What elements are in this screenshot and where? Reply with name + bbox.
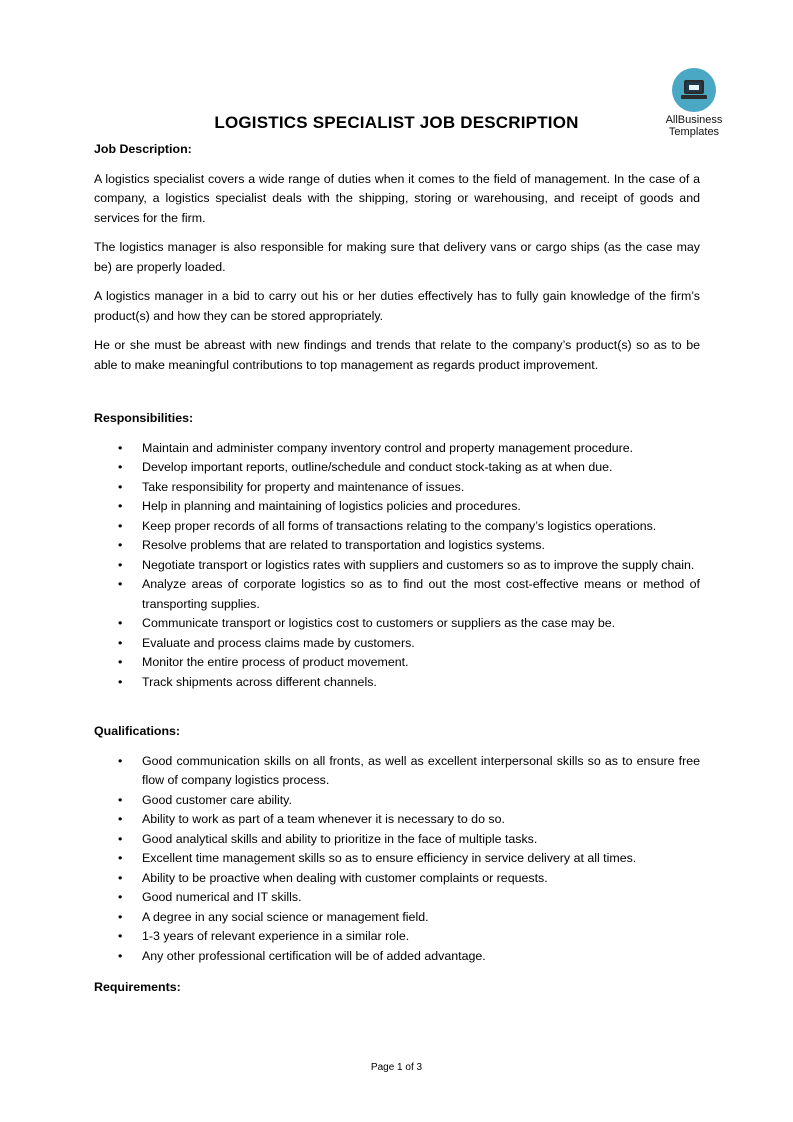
laptop-icon [672,68,716,112]
bullet-icon: • [118,674,123,689]
list-item [94,497,700,517]
bullet-icon: • [118,616,123,630]
responsibilities-list [94,439,700,693]
list-item-text: Take responsibility for property and maintenance of issues. [142,479,465,494]
bullet-icon: • [118,753,123,768]
bullet-icon: • [118,635,123,650]
list-item [94,673,700,693]
list-item-text: Good analytical skills and ability to prioritize in the face of multiple tasks. [142,831,538,846]
list-item-text: Good customer care ability. [142,792,292,807]
list-item [94,869,700,889]
bullet-icon: • [118,577,123,591]
list-item [94,810,700,830]
bullet-icon: • [118,479,123,494]
list-item-text: Negotiate transport or logistics rates with suppliers and customers so as to improve the supply chain. [142,557,695,572]
bullet-icon: • [118,655,123,669]
list-item [94,439,700,459]
bullet-icon: • [118,948,123,963]
bullet-icon: • [118,929,123,943]
job-description-paragraph: A logistics manager in a bid to carry out his or her duties effectively has to fully gain knowledge of the firm’s product(s) and how they can be stored appropriately. [94,289,700,323]
bullet-icon: • [118,812,123,826]
list-item [94,849,700,869]
list-item-text: Track shipments across different channels. [142,674,377,689]
list-item-text: Any other professional certification will be of added advantage. [142,948,486,963]
list-item [94,634,700,654]
bullet-icon: • [118,831,123,846]
job-description-paragraph: He or she must be abreast with new findings and trends that relate to the company’s product(s) so as to be able to make meaningful contributions to top management as regards product improvement. [94,338,700,372]
list-item [94,947,700,967]
logo-line-1: AllBusiness [665,114,723,126]
list-item [94,517,700,537]
bullet-icon: • [118,538,123,552]
bullet-icon: • [118,909,123,924]
bullet-icon: • [118,499,123,513]
list-item-text: 1-3 years of relevant experience in a similar role. [142,929,410,943]
bullet-icon: • [118,851,123,865]
list-item [94,908,700,928]
list-item-text: Maintain and administer company inventory control and property management procedure. [142,440,634,455]
bullet-icon: • [118,890,123,904]
responsibilities-heading: Responsibilities: [94,411,194,425]
list-item-text: Evaluate and process claims made by customers. [142,635,415,650]
job-description-paragraph: A logistics specialist covers a wide range of duties when it comes to the field of management. In the case of a company, a logistics specialist deals with the shipping, storing or warehousing, and receipt of goods and services for the firm. [94,171,700,225]
list-item [94,536,700,556]
requirements-heading: Requirements: [94,980,181,994]
list-item-text: Monitor the entire process of product movement. [142,655,409,669]
list-item-text: Good communication skills on all fronts, as well as excellent interpersonal skills so as to ensure free flow of company logistics process. [142,753,700,787]
bullet-icon: • [118,792,123,807]
list-item [94,927,700,947]
list-item-text: Keep proper records of all forms of transactions relating to the company’s logistics operations. [142,518,657,533]
list-item-text: Excellent time management skills so as to ensure efficiency in service delivery at all times. [142,851,637,865]
list-item-text: Develop important reports, outline/schedule and conduct stock-taking as at when due. [142,460,613,474]
page-number: Page 1 of 3 [370,1062,423,1073]
list-item-text: Help in planning and maintaining of logistics policies and procedures. [142,499,521,513]
list-item [94,830,700,850]
list-item-text: Resolve problems that are related to transportation and logistics systems. [142,538,545,552]
bullet-icon: • [118,870,123,885]
list-item-text: Ability to be proactive when dealing with customer complaints or requests. [142,870,548,885]
list-item [94,458,700,478]
bullet-icon: • [118,460,123,474]
bullet-icon: • [118,557,123,572]
job-description-heading: Job Description: [94,142,192,156]
qualifications-heading: Qualifications: [94,724,181,738]
list-item [94,653,700,673]
list-item-text: Ability to work as part of a team whenever it is necessary to do so. [142,812,505,826]
list-item [94,888,700,908]
qualifications-list [94,752,700,967]
document-title: LOGISTICS SPECIALIST JOB DESCRIPTION [214,113,579,132]
list-item [94,556,700,576]
list-item-text: A degree in any social science or management field. [142,909,429,924]
list-item [94,791,700,811]
bullet-icon: • [118,440,123,455]
list-item-text: Communicate transport or logistics cost to customers or suppliers as the case may be. [142,616,616,630]
job-description-paragraph: The logistics manager is also responsible for making sure that delivery vans or cargo ships (as the case may be) are properly loaded. [94,240,700,274]
list-item-text: Good numerical and IT skills. [142,890,302,904]
list-item-text: Analyze areas of corporate logistics so as to find out the most cost-effective means or method of transporting supplies. [142,577,700,611]
list-item [94,478,700,498]
list-item [94,614,700,634]
document-body [94,140,700,998]
logo-line-2: Templates [668,126,720,138]
list-item [94,575,700,614]
list-item [94,752,700,791]
bullet-icon: • [118,518,123,533]
